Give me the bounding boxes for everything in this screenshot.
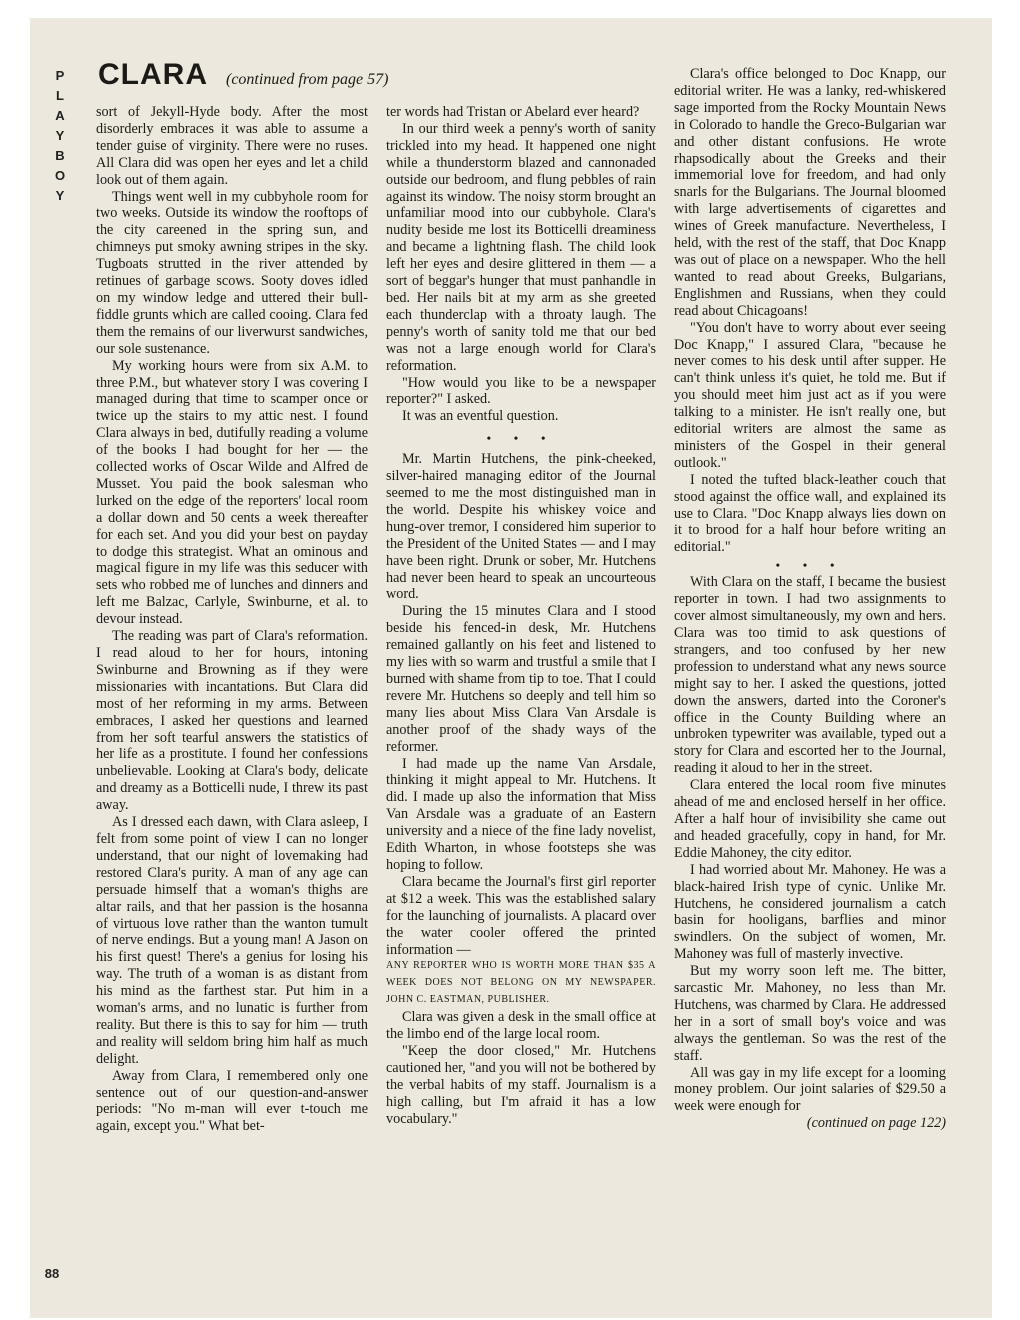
paragraph: sort of Jekyll-Hyde body. After the most disorderly embraces it was able to assume a tender guise of virginity. There were no ruses. All Clara did was open her eyes and let a child look out of them again. [96,104,368,188]
magazine-letter: B [55,148,65,163]
paragraph: In our third week a penny's worth of sanity trickled into my head. It happened one night while a thunderstorm blazed and cannonaded outside our bedroom, and flung pebbles of rain against its window. The noisy storm brought an unfamiliar mood into our cubbyhole. Clara's nudity beside me lost its Botticelli dreaminess and became a lightning flash. The child look left her eyes and desire glittered in them — a sort of beggar's hunger that must panhandle in bed. Her nails bit at my arm as she greeted each thunderclap with a throaty laugh. The penny's worth of sanity told me that our bed was not a large enough world for Clara's reformation. [386,120,656,374]
paragraph: Clara became the Journal's first girl reporter at $12 a week. This was the established salary for the launching of journalists. A placard over the water cooler offered the printed information — [386,873,656,958]
column-3 [674,66,946,1132]
column-2 [386,104,656,1127]
magazine-letter: Y [55,128,65,143]
paragraph: Things went well in my cubbyhole room for two weeks. Outside its window the rooftops of the city careened in the spring sun, and chimneys put smoky awning stripes in the sky. Tugboats strutted in the river attended by retinues of garbage scows. Sooty doves idled on my window ledge and uttered their bull-fiddle grunts which are called cooing. Clara fed them the remains of our liverwurst sandwiches, our sole sustenance. [96,188,368,357]
continued-from: (continued from page 57) [226,71,389,88]
article-header [98,58,388,98]
page-number: 88 [44,1266,60,1281]
paragraph: With Clara on the staff, I became the busiest reporter in town. I had two assignments to cover almost simultaneously, my own and hers. Clara was too timid to ask questions of strangers, and too confused by her new profession to understand what any news source might say to her. I asked the questions, jotted down the answers, darted into the Coroner's office in the County Building where an unbroken typewriter was available, typed out a story for Clara and escorted her to the Journal, reading it aloud to her in the street. [674,574,946,777]
magazine-letter: Y [55,188,65,203]
paragraph: Away from Clara, I remembered only one sentence out of our question-and-answer periods: "No m-man will ever t-touch me again, except you." What bet- [96,1067,368,1135]
section-break: • • • [775,558,845,573]
magazine-letter: P [55,68,65,83]
paragraph: It was an eventful question. [402,408,559,425]
paragraph: During the 15 minutes Clara and I stood beside his fenced-in desk, Mr. Hutchens remained gallantly on his feet and listened to my lies with so warm and trustful a smile that I burned with shame from tip to toe. That I could revere Mr. Hutchens so deeply and tell him so many lies about Miss Clara Van Arsdale is another proof of the shady ways of the reformer. [386,603,656,755]
magazine-letter: A [55,108,65,123]
article-title: CLARA [98,58,208,91]
paragraph: Clara's office belonged to Doc Knapp, our editorial writer. He was a lanky, red-whiskered sage imported from the Rocky Mountain News in Colorado to handle the Greco-Bulgarian war and other distant confusions. He wrote rhapsodically about the Greeks and their immemorial love for freedom, and had only snarls for the Bulgarians. The Journal bloomed with large advertisements of cigarettes and wines of Greek manufacture. Nevertheless, I held, with the rest of the staff, that Doc Knapp was out of place on a newspaper. Who the hell wanted to read about Greeks, Bulgarians, Englishmen and Russians, when they could read about Chicagoans! [674,66,946,319]
paragraph: My working hours were from six A.M. to three P.M., but whatever story I was covering I managed during that time to scamper once or twice up the stairs to my attic nest. I found Clara always in bed, dutifully reading a volume of the books I had bought for her — the collected works of Oscar Wilde and Alfred de Musset. You paid the book salesman who lurked on the edge of the reporters' local room a dollar down and 50 cents a week thereafter for each set. And you did your best on payday to dodge this strategist. What an ominous and magical figure in my life was this seducer with sets who robbed me of lunches and dinners and left me Balzac, Carlyle, Swinburne, et al. to devour instead. [96,357,368,628]
paragraph: Mr. Martin Hutchens, the pink-cheeked, silver-haired managing editor of the Journal seemed to me the most distinguished man in the world. Despite his whiskey voice and hung-over tremor, I considered him superior to the President of the United States — and I may have been right. Drunk or sober, Mr. Hutchens had never been heard to speak an uncourteous word. [386,451,656,603]
column-1 [96,104,368,1135]
paragraph: "You don't have to worry about ever seeing Doc Knapp," I assured Clara, "because he never comes to his desk until after supper. He can't think unless it's quiet, he told me. But if you should meet him just act as if you were talking to a minister. He isn't really one, but editorial writers are almost the same as ministers of the Gospel in their general outlook." [674,319,946,471]
paragraph: The reading was part of Clara's reformation. I read aloud to her for hours, intoning Swinburne and Browning as if they were missionaries with incantations. But Clara did most of her reforming in my arms. Between embraces, I asked her questions and learned from her soft tearful answers the statistics of her life as a prostitute. I found her confessions unbelievable. Looking at Clara's body, delicate and dreamy as a Botticelli nude, I threw its past away. [96,628,368,814]
paragraph: As I dressed each dawn, with Clara asleep, I felt from some point of view I can no longer understand, that our night of lovemaking had restored Clara's purity. A man of any age can persuade himself that a woman's thighs are altar rails, and that her passion is the hosanna of virtuous love rather than the wanton tumult of nerve endings. But a young man! A Jason on his first quest! There's a genius for losing his way. The truth of a woman is as distant from his mind as the farthest star. Put him in a woman's arms, and no lunatic is further from reality. But there is this to say for him — truth and reality will seldom bring him half as much delight. [96,814,368,1067]
paragraph: All was gay in my life except for a looming money problem. Our joint salaries of $29.50 a week were enough for [674,1064,946,1115]
paragraph: But my worry soon left me. The bitter, sarcastic Mr. Mahoney, no less than Mr. Hutchens, was charmed by Clara. He addressed her in a sort of small boy's voice and was always the gentleman. So was the rest of the staff. [674,963,946,1064]
paragraph: I noted the tufted black-leather couch that stood against the office wall, and explained its use to Clara. "Doc Knapp always lies down on it to brood for a half hour before writing an editorial." [674,471,946,556]
paragraph: ter words had Tristan or Abelard ever heard? [386,104,640,120]
paragraph: "How would you like to be a newspaper reporter?" I asked. [386,374,656,408]
paragraph: Clara entered the local room five minutes ahead of me and enclosed herself in her office. After a half hour of invisibility she came out and headed gracefully, copy in hand, for Mr. Eddie Mahoney, the city editor. [674,777,946,861]
magazine-name-vertical [50,66,70,206]
paragraph: I had made up the name Van Arsdale, thinking it might appeal to Mr. Hutchens. It did. I made up also the information that Miss Van Arsdale was a graduate of an Eastern university and a niece of the fine lady novelist, Edith Wharton, in whose footsteps she was hoping to follow. [386,755,656,873]
magazine-letter: L [56,88,64,103]
paragraph: Clara was given a desk in the small office at the limbo end of the large local room. [386,1009,656,1043]
section-break: • • • [486,431,556,446]
magazine-page [30,18,992,1318]
magazine-letter: O [54,168,66,183]
paragraph: "Keep the door closed," Mr. Hutchens cautioned her, "and you will not be bothered by the verbal habits of my staff. Journalism is a high calling, but I'm afraid it has a low vocabulary." [386,1042,656,1127]
placard-text: ANY REPORTER WHO IS WORTH MORE THAN $35 A WEEK DOES NOT BELONG ON MY NEWSPAPER. JOHN C. EASTMAN, PUBLISHER. [386,960,656,1006]
continued-on: (continued on page 122) [806,1115,946,1132]
paragraph: I had worried about Mr. Mahoney. He was a black-haired Irish type of cynic. Unlike Mr. Hutchens, he considered journalism a catch basin for hooligans, barflies and minor swindlers. On the subject of women, Mr. Mahoney was full of masterly invective. [674,861,946,963]
